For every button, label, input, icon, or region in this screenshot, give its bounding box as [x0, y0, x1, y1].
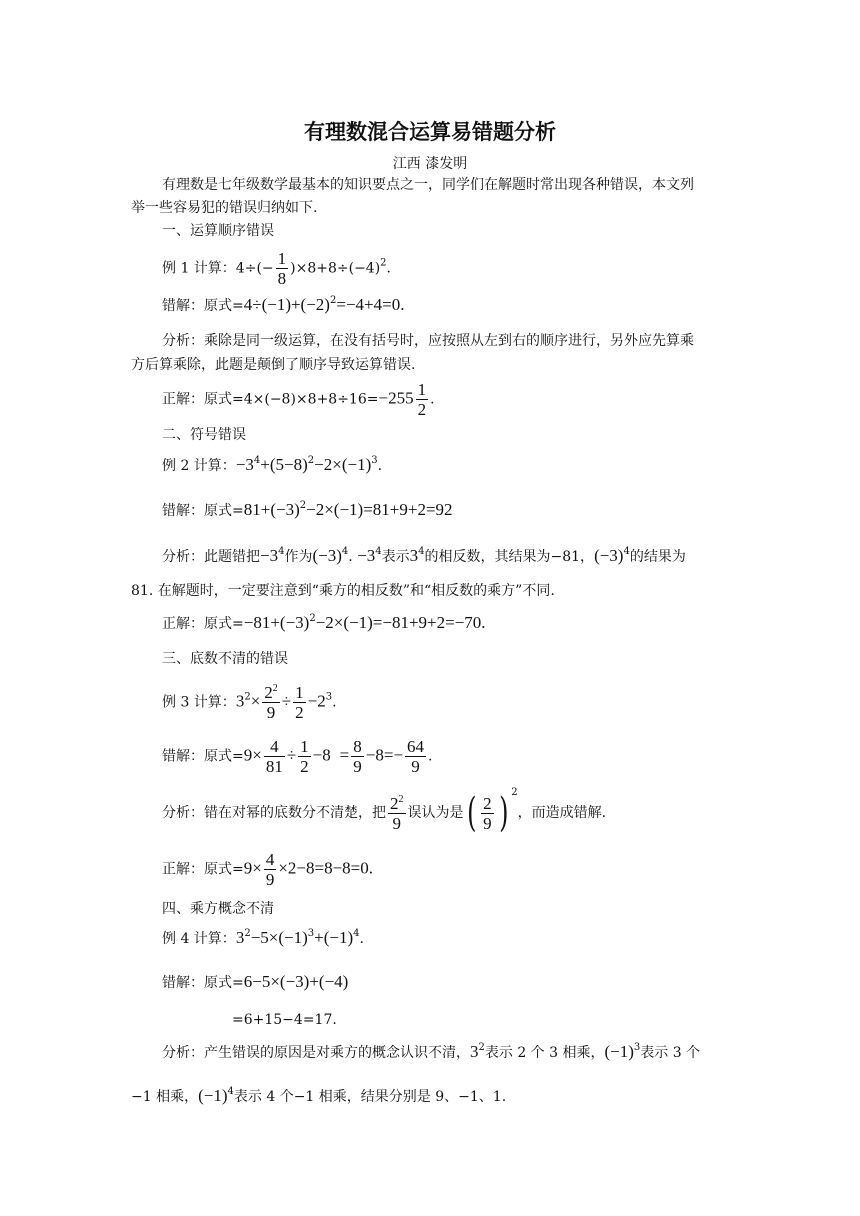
example-2: 例 2 计算：$-3^4+(5-8)^2-2\times(-1)^3$. [162, 455, 383, 474]
analysis-1-line-1: 分析：乘除是同一级运算，在没有括号时，应按照从左到右的顺序进行，另外应先算乘 [162, 333, 694, 349]
ex1-fraction: $\frac{1}{8}$ [277, 249, 287, 288]
analysis-2-line-2: 81. 在解题时，一定要注意到“乘方的相反数”和“相反数的乘方”不同. [131, 583, 555, 599]
paren-right: ) [498, 790, 509, 836]
wrong-3-fraction-1: $\frac{4}{81}$ [265, 737, 283, 776]
paren-left: ( [466, 790, 476, 836]
wrong-solution-4-line-2: =6+15−4=17. [232, 1012, 337, 1028]
example-3: 例 3 计算：$3^2\times$ $\frac{2^2}{9}$ ÷ $\frac{1}{2}$ $-2^3$. [162, 683, 337, 722]
section-1-heading: 一、运算顺序错误 [162, 223, 274, 239]
wrong-3-fraction-3: $\frac{8}{9}$ [353, 737, 362, 776]
analysis-4-line-2: −1 相乘，$(-1)^4$表示 4 个−1 相乘，结果分别是 9、−1、1. [131, 1086, 507, 1105]
ex3-fraction-1: $\frac{2^2}{9}$ [264, 683, 278, 722]
ex1-tail: )×8+8÷(−4) [290, 260, 381, 277]
document-title: 有理数混合运算易错题分析 [304, 120, 556, 144]
wrong-solution-4: 错解：原式=6−5×(−3)+(−4) [162, 972, 349, 991]
analysis-4-line-1: 分析：产生错误的原因是对乘方的概念认识不清，$3^2$表示 2 个 3 相乘，$(-1)^3$表示 3 个 [162, 1042, 701, 1061]
correct-solution-3: 正解：原式=9× $\frac{4}{9}$ ×2−8=8−8=0. [162, 850, 374, 889]
analysis-2-line-1: 分析：此题错把$-3^4$作为$(-3)^4$. $-3^4$表示$3^4$的相反数，其结果为−81，$(-3)^4$的结果为 [162, 546, 686, 565]
wrong-solution-3: 错解：原式=9× $\frac{4}{81}$ ÷ $\frac{1}{2}$ −8 = $\frac{8}{9}$ −8=− $\frac{64}{9}$ . [162, 737, 433, 776]
ex3-fraction-2: $\frac{1}{2}$ [295, 683, 304, 722]
correct-3-fraction: $\frac{4}{9}$ [265, 850, 275, 889]
wrong-solution-1: 错解：原式$=4\div(-1)+(-2)^2=-4+4=0$. [162, 295, 405, 314]
example-4: 例 4 计算：$3^2-5\times(-1)^3+(-1)^4$. [162, 928, 364, 947]
section-4-heading: 四、乘方概念不清 [162, 901, 274, 917]
intro-line-1: 有理数是七年级数学最基本的知识要点之一，同学们在解题时常出现各种错误，本文列 [162, 177, 694, 193]
analysis-3: 分析：错在对幂的底数分不清楚，把 $\frac{2^2}{9}$ 误认为是( $\frac{2}{9}$ ) $^2$，而造成错解. [162, 787, 607, 836]
intro-line-2: 举一些容易犯的错误归纳如下. [131, 200, 318, 216]
analysis-3-fraction: $\frac{2^2}{9}$ [390, 793, 404, 833]
correct-solution-2: 正解：原式$=-81+(-3)^2-2\times(-1)=-81+9+2=-70$. [162, 613, 486, 632]
section-3-heading: 三、底数不清的错误 [162, 651, 288, 667]
analysis-1-line-2: 方后算乘除，此题是颠倒了顺序导致运算错误. [131, 357, 416, 373]
wrong-3-fraction-4: $\frac{64}{9}$ [407, 737, 425, 776]
analysis-3-paren-fraction: $\frac{2}{9}$ [483, 793, 492, 833]
example-1: 例 1 计算：4÷(− $\frac{1}{8}$ )$\times 8+8\div(-4)^2$. [162, 249, 391, 288]
ex1-label: 例 1 计算：4÷(− [162, 260, 274, 277]
section-2-heading: 二、符号错误 [162, 427, 246, 443]
wrong-solution-2: 错解：原式$=81+(-3)^2-2\times(-1)=81+9+2=92$ [162, 500, 453, 519]
author-line: 江西 漆发明 [392, 156, 468, 172]
correct-solution-1: 正解：原式=4×(−8)×8+8÷16=−255 $\frac{1}{2}$ . [162, 380, 435, 419]
wrong-3-fraction-2: $\frac{1}{2}$ [300, 737, 309, 776]
correct-1-fraction: $\frac{1}{2}$ [417, 380, 427, 419]
